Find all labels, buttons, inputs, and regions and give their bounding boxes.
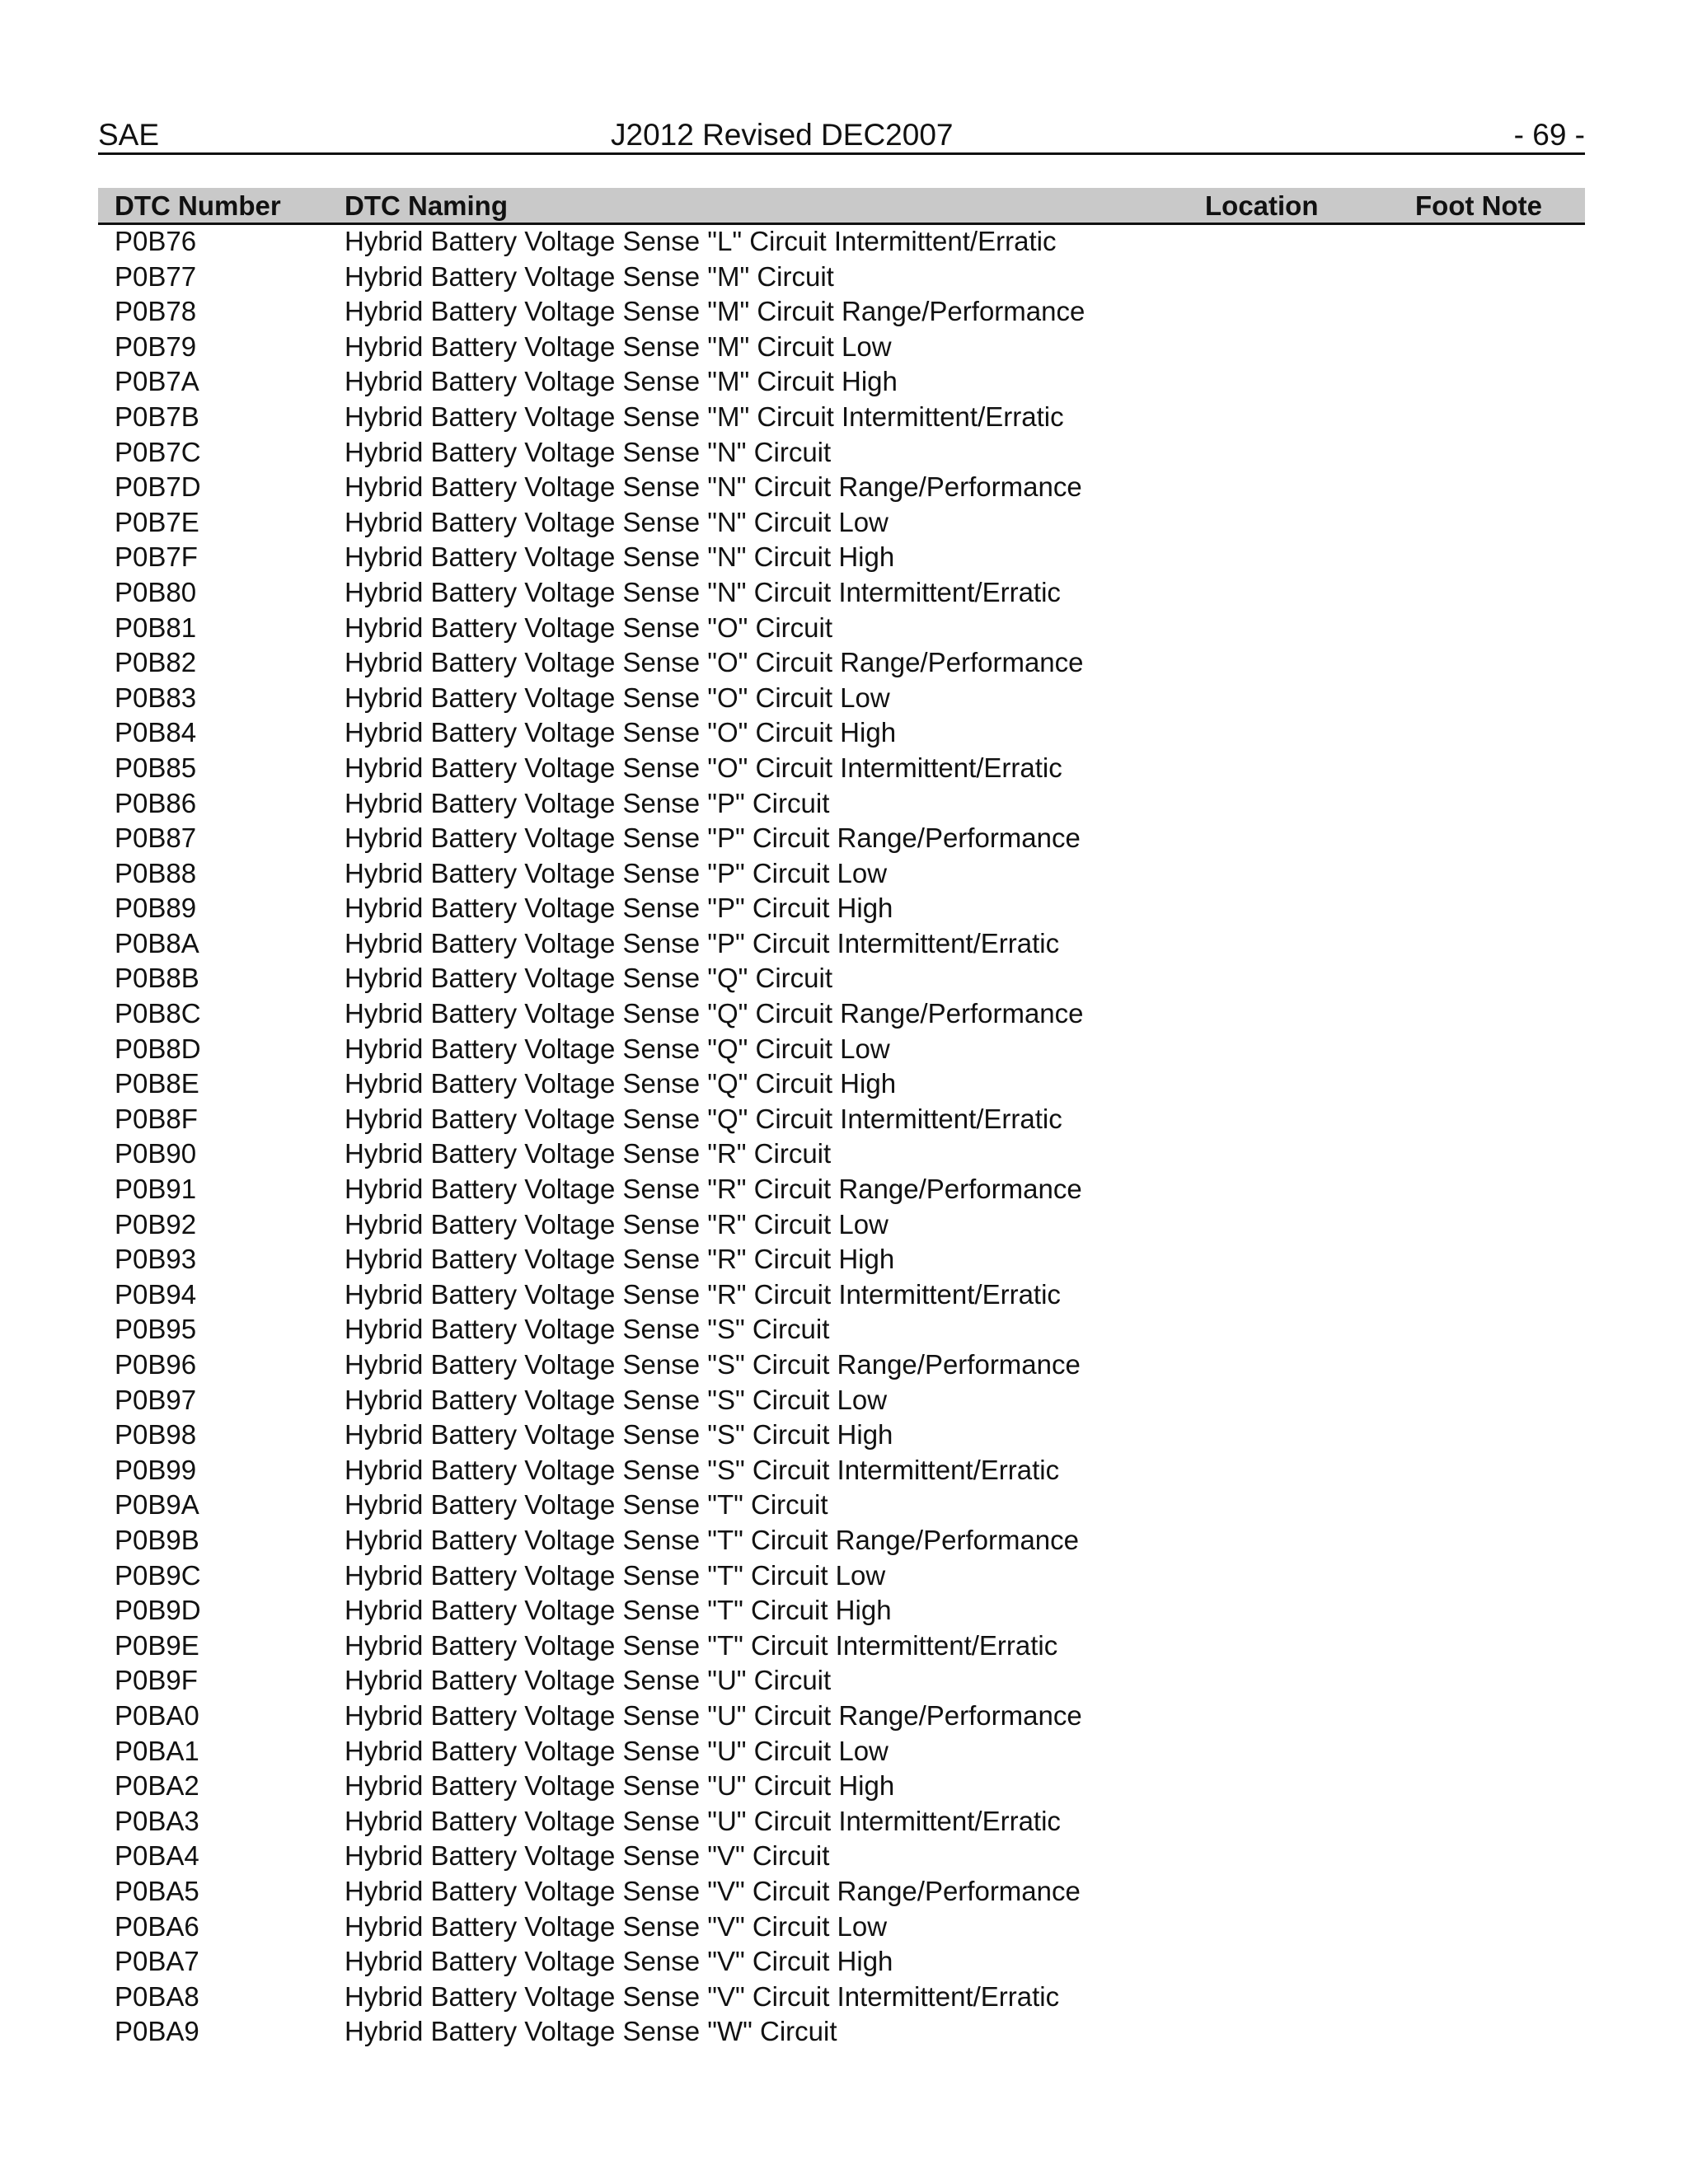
dtc-naming-cell: Hybrid Battery Voltage Sense "M" Circuit Range/Performance [345, 296, 1085, 327]
dtc-naming-cell: Hybrid Battery Voltage Sense "T" Circuit High [345, 1595, 892, 1626]
table-row [98, 540, 1585, 575]
table-row [98, 961, 1585, 996]
dtc-number-cell: P0B98 [115, 1419, 197, 1451]
dtc-number-cell: P0B83 [115, 682, 197, 713]
dtc-naming-cell: Hybrid Battery Voltage Sense "N" Circuit High [345, 541, 895, 573]
dtc-naming-cell: Hybrid Battery Voltage Sense "V" Circuit [345, 1840, 830, 1872]
table-row [98, 1699, 1585, 1734]
table-row [98, 575, 1585, 611]
table-row [98, 1944, 1585, 1980]
table-row [98, 1769, 1585, 1804]
dtc-number-cell: P0B84 [115, 717, 197, 748]
dtc-naming-cell: Hybrid Battery Voltage Sense "O" Circuit Low [345, 682, 890, 713]
table-row [98, 681, 1585, 716]
dtc-number-cell: P0B76 [115, 226, 197, 256]
dtc-number-cell: P0B85 [115, 752, 197, 783]
dtc-number-cell: P0B87 [115, 823, 197, 854]
dtc-number-cell: P0B89 [115, 893, 197, 924]
dtc-naming-cell: Hybrid Battery Voltage Sense "Q" Circuit High [345, 1068, 897, 1099]
table-row [98, 891, 1585, 926]
dtc-number-cell: P0B97 [115, 1384, 197, 1415]
dtc-number-cell: P0B77 [115, 260, 197, 292]
dtc-number-cell: P0B81 [115, 612, 197, 643]
table-row [98, 1804, 1585, 1840]
dtc-naming-cell: Hybrid Battery Voltage Sense "V" Circuit Intermittent/Erratic [345, 1980, 1060, 2012]
dtc-naming-cell: Hybrid Battery Voltage Sense "S" Circuit High [345, 1419, 893, 1451]
table-row [98, 1629, 1585, 1664]
dtc-number-cell: P0B95 [115, 1314, 197, 1345]
dtc-number-cell: P0B8D [115, 1033, 201, 1064]
table-row [98, 400, 1585, 435]
dtc-naming-cell: Hybrid Battery Voltage Sense "M" Circuit [345, 260, 834, 292]
table-row [98, 856, 1585, 892]
table-row [98, 1874, 1585, 1910]
page-header [98, 118, 1585, 155]
dtc-naming-cell: Hybrid Battery Voltage Sense "Q" Circuit Low [345, 1033, 890, 1064]
dtc-naming-cell: Hybrid Battery Voltage Sense "R" Circuit Range/Performance [345, 1174, 1082, 1205]
dtc-number-cell: P0B7B [115, 401, 199, 432]
dtc-number-cell: P0B80 [115, 576, 197, 607]
table-row [98, 1032, 1585, 1067]
table-row [98, 996, 1585, 1032]
table-row [98, 1383, 1585, 1418]
dtc-naming-cell: Hybrid Battery Voltage Sense "R" Circuit Intermittent/Erratic [345, 1278, 1061, 1310]
table-row [98, 1488, 1585, 1523]
dtc-naming-cell: Hybrid Battery Voltage Sense "R" Circuit High [345, 1244, 895, 1275]
dtc-naming-cell: Hybrid Battery Voltage Sense "O" Circuit Range/Performance [345, 647, 1084, 678]
dtc-naming-cell: Hybrid Battery Voltage Sense "P" Circuit Low [345, 857, 888, 888]
table-row [98, 2014, 1585, 2050]
dtc-naming-cell: Hybrid Battery Voltage Sense "O" Circuit High [345, 717, 897, 748]
table-row [98, 821, 1585, 856]
dtc-naming-cell: Hybrid Battery Voltage Sense "N" Circuit Range/Performance [345, 471, 1082, 503]
dtc-number-cell: P0BA9 [115, 2016, 199, 2047]
dtc-number-cell: P0B92 [115, 1208, 197, 1240]
table-row [98, 786, 1585, 822]
table-row [98, 330, 1585, 365]
dtc-naming-cell: Hybrid Battery Voltage Sense "Q" Circuit Intermittent/Erratic [345, 1103, 1062, 1134]
dtc-number-cell: P0B9A [115, 1489, 199, 1521]
dtc-number-cell: P0BA4 [115, 1840, 199, 1872]
dtc-number-cell: P0BA1 [115, 1735, 199, 1766]
dtc-naming-cell: Hybrid Battery Voltage Sense "T" Circuit Intermittent/Erratic [345, 1629, 1058, 1661]
table-row [98, 1523, 1585, 1558]
dtc-number-cell: P0BA6 [115, 1910, 199, 1942]
table-row [98, 1593, 1585, 1629]
dtc-naming-cell: Hybrid Battery Voltage Sense "U" Circuit Range/Performance [345, 1699, 1082, 1731]
dtc-naming-cell: Hybrid Battery Voltage Sense "N" Circuit [345, 436, 832, 467]
dtc-number-cell: P0B7E [115, 506, 199, 537]
dtc-number-cell: P0BA7 [115, 1946, 199, 1977]
dtc-number-cell: P0B82 [115, 647, 197, 678]
dtc-naming-cell: Hybrid Battery Voltage Sense "V" Circuit High [345, 1946, 893, 1977]
table-row [98, 751, 1585, 786]
dtc-number-cell: P0B8E [115, 1068, 199, 1099]
dtc-number-cell: P0B86 [115, 787, 197, 818]
dtc-number-cell: P0B9F [115, 1665, 198, 1696]
dtc-naming-cell: Hybrid Battery Voltage Sense "U" Circuit High [345, 1770, 895, 1802]
table-row [98, 1453, 1585, 1488]
table-row [98, 926, 1585, 962]
table-row [98, 1839, 1585, 1874]
dtc-naming-cell: Hybrid Battery Voltage Sense "R" Circuit Low [345, 1208, 889, 1240]
dtc-number-cell: P0BA3 [115, 1805, 199, 1836]
dtc-number-cell: P0B78 [115, 296, 197, 327]
table-row [98, 1137, 1585, 1172]
table-row [98, 470, 1585, 505]
dtc-naming-cell: Hybrid Battery Voltage Sense "P" Circuit Range/Performance [345, 823, 1081, 854]
table-row [98, 260, 1585, 295]
table-row [98, 1734, 1585, 1769]
table-row [98, 1242, 1585, 1277]
dtc-number-cell: P0B9B [115, 1524, 199, 1555]
table-row [98, 224, 1585, 260]
dtc-naming-cell: Hybrid Battery Voltage Sense "O" Circuit [345, 612, 833, 643]
table-row [98, 1558, 1585, 1594]
column-header-foot-note: Foot Note [1415, 190, 1542, 221]
table-row [98, 611, 1585, 646]
dtc-naming-cell: Hybrid Battery Voltage Sense "O" Circuit Intermittent/Erratic [345, 752, 1062, 783]
dtc-number-cell: P0B94 [115, 1278, 197, 1310]
dtc-naming-cell: Hybrid Battery Voltage Sense "M" Circuit High [345, 366, 898, 397]
dtc-number-cell: P0B88 [115, 857, 197, 888]
table-header-row [98, 188, 1585, 225]
table-row [98, 294, 1585, 330]
dtc-number-cell: P0B91 [115, 1174, 197, 1205]
table-row [98, 715, 1585, 751]
dtc-number-cell: P0BA5 [115, 1875, 199, 1906]
dtc-number-cell: P0B7C [115, 436, 201, 467]
dtc-naming-cell: Hybrid Battery Voltage Sense "P" Circuit High [345, 893, 893, 924]
dtc-naming-cell: Hybrid Battery Voltage Sense "N" Circuit Low [345, 506, 889, 537]
column-header-location: Location [1205, 190, 1319, 221]
table-row [98, 1277, 1585, 1313]
dtc-naming-cell: Hybrid Battery Voltage Sense "T" Circuit Low [345, 1559, 886, 1591]
table-row [98, 1102, 1585, 1137]
dtc-number-cell: P0BA8 [115, 1980, 199, 2012]
dtc-number-cell: P0B8A [115, 927, 199, 958]
dtc-number-cell: P0B9E [115, 1629, 199, 1661]
dtc-naming-cell: Hybrid Battery Voltage Sense "U" Circuit Intermittent/Erratic [345, 1805, 1061, 1836]
dtc-naming-cell: Hybrid Battery Voltage Sense "W" Circuit [345, 2016, 837, 2047]
dtc-naming-cell: Hybrid Battery Voltage Sense "M" Circuit Low [345, 330, 892, 362]
dtc-number-cell: P0B8C [115, 998, 201, 1029]
dtc-naming-cell: Hybrid Battery Voltage Sense "Q" Circuit Range/Performance [345, 998, 1084, 1029]
dtc-naming-cell: Hybrid Battery Voltage Sense "N" Circuit Intermittent/Erratic [345, 576, 1061, 607]
table-row [98, 1910, 1585, 1945]
dtc-naming-cell: Hybrid Battery Voltage Sense "T" Circuit [345, 1489, 828, 1521]
dtc-naming-cell: Hybrid Battery Voltage Sense "S" Circuit Intermittent/Erratic [345, 1454, 1060, 1485]
dtc-naming-cell: Hybrid Battery Voltage Sense "P" Circuit Intermittent/Erratic [345, 927, 1060, 958]
dtc-naming-cell: Hybrid Battery Voltage Sense "M" Circuit Intermittent/Erratic [345, 401, 1064, 432]
dtc-naming-cell: Hybrid Battery Voltage Sense "Q" Circuit [345, 963, 833, 994]
dtc-number-cell: P0B90 [115, 1138, 197, 1169]
dtc-number-cell: P0B9D [115, 1595, 201, 1626]
dtc-naming-cell: Hybrid Battery Voltage Sense "S" Circuit Range/Performance [345, 1349, 1081, 1380]
table-row [98, 1172, 1585, 1207]
column-header-dtc-naming: DTC Naming [345, 190, 508, 221]
dtc-naming-cell: Hybrid Battery Voltage Sense "P" Circuit [345, 787, 830, 818]
table-row [98, 1663, 1585, 1699]
dtc-number-cell: P0BA2 [115, 1770, 199, 1802]
header-page-number: - 69 - [1513, 118, 1585, 152]
table-row [98, 505, 1585, 541]
dtc-naming-cell: Hybrid Battery Voltage Sense "V" Circuit Low [345, 1910, 888, 1942]
dtc-number-cell: P0B93 [115, 1244, 197, 1275]
dtc-naming-cell: Hybrid Battery Voltage Sense "V" Circuit Range/Performance [345, 1875, 1081, 1906]
dtc-naming-cell: Hybrid Battery Voltage Sense "S" Circuit Low [345, 1384, 888, 1415]
dtc-naming-cell: Hybrid Battery Voltage Sense "U" Circuit [345, 1665, 832, 1696]
dtc-number-cell: P0BA0 [115, 1699, 199, 1731]
dtc-number-cell: P0B7D [115, 471, 201, 503]
table-row [98, 1066, 1585, 1102]
dtc-number-cell: P0B99 [115, 1454, 197, 1485]
table-row [98, 435, 1585, 471]
column-header-dtc-number: DTC Number [115, 190, 281, 221]
header-document-id: J2012 Revised DEC2007 [611, 118, 954, 152]
dtc-naming-cell: Hybrid Battery Voltage Sense "S" Circuit [345, 1314, 830, 1345]
dtc-table-body [98, 224, 1585, 2050]
dtc-number-cell: P0B96 [115, 1349, 197, 1380]
dtc-number-cell: P0B7A [115, 366, 199, 397]
table-row [98, 645, 1585, 681]
dtc-naming-cell: Hybrid Battery Voltage Sense "U" Circuit Low [345, 1735, 889, 1766]
dtc-number-cell: P0B8F [115, 1103, 198, 1134]
dtc-naming-cell: Hybrid Battery Voltage Sense "L" Circuit Intermittent/Erratic [345, 226, 1057, 256]
dtc-number-cell: P0B7F [115, 541, 198, 573]
dtc-number-cell: P0B8B [115, 963, 199, 994]
dtc-number-cell: P0B9C [115, 1559, 201, 1591]
table-row [98, 1312, 1585, 1347]
table-row [98, 1347, 1585, 1383]
dtc-number-cell: P0B79 [115, 330, 197, 362]
header-left-text: SAE [98, 118, 160, 152]
dtc-naming-cell: Hybrid Battery Voltage Sense "R" Circuit [345, 1138, 832, 1169]
table-row [98, 364, 1585, 400]
table-row [98, 1207, 1585, 1243]
table-row [98, 1980, 1585, 2015]
dtc-naming-cell: Hybrid Battery Voltage Sense "T" Circuit Range/Performance [345, 1524, 1079, 1555]
table-row [98, 1418, 1585, 1453]
